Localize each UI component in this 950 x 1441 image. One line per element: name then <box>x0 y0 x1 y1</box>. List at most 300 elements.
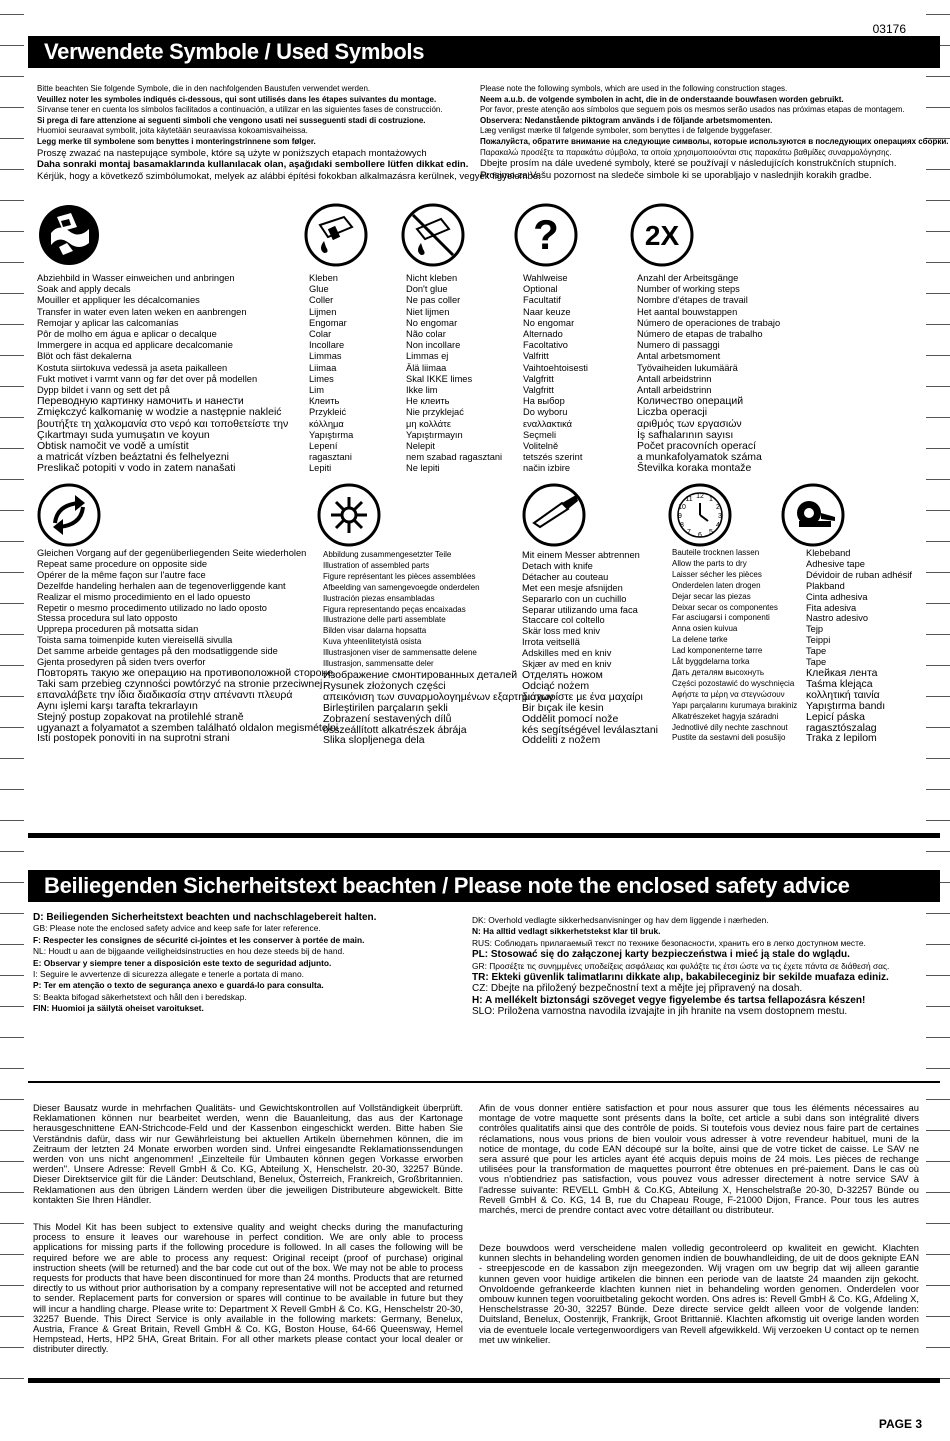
symbol-label-line: Transfer in water even laten weken en aanbrengen <box>37 306 247 317</box>
margin-tick <box>926 758 950 759</box>
symbol-label-line: απεικόνιση των συναρμολογημένων εξαρτημάτων <box>323 690 554 703</box>
intro-line: Bitte beachten Sie folgende Symbole, die in den nachfolgenden Baustufen verwendet werden. <box>37 84 371 93</box>
margin-tick <box>926 76 950 77</box>
symbol-label-line: Número de etapas de trabalho <box>637 329 763 340</box>
symbol-label-line: Limes <box>309 373 334 384</box>
margin-tick <box>0 851 24 852</box>
symbol-label-line: Repeat same procedure on opposite side <box>37 558 208 569</box>
svg-text:2X: 2X <box>644 220 680 251</box>
clock-dry-icon <box>668 483 732 547</box>
svg-text:3: 3 <box>718 513 722 520</box>
symbol-label-line: Nie przyklejać <box>406 407 464 418</box>
margin-tick <box>926 913 950 914</box>
symbol-label-line: La delene tørke <box>672 635 728 645</box>
symbol-label-line: Obtisk namočit ve vodě a umístit <box>37 440 189 453</box>
symbol-label-line: Birleştirilen parçaların şekli <box>323 701 448 714</box>
glue-icon <box>304 203 368 267</box>
safety-line: TR: Ekteki güvenlik talimatlarını dikkate alıp, bakabileceginiz bir sekilde muafaza ediniz. <box>472 972 889 984</box>
symbol-label-line: Valgfritt <box>523 385 554 396</box>
margin-tick <box>0 231 24 232</box>
symbol-label-line: Lepení <box>309 441 338 452</box>
symbol-label-line: Illustrasjon, sammensatte deler <box>323 659 434 669</box>
symbol-label-line: Αφήστε τα μέρη να στεγνώσουν <box>672 689 785 699</box>
symbol-label-line: Gjenta prosedyren på siden tvers overfor <box>37 657 206 668</box>
intro-line: Si prega di fare attenzione ai seguenti simboli che vengono usati nei susseguenti stadi di costruzione. <box>37 115 426 125</box>
symbol-label-line: Mouiller et appliquer les décalcomanies <box>37 295 200 306</box>
symbol-label-line: Не клеить <box>406 396 450 407</box>
margin-tick <box>926 417 950 418</box>
margin-tick <box>0 820 24 821</box>
safety-line: NL: Houdt u aan de bijgaande veiligheidsinstructies en hou deze steeds bij de hand. <box>33 946 345 957</box>
symbol-label-line: Skjær av med en kniv <box>522 659 612 670</box>
intro-right <box>480 84 949 181</box>
symbol-dry-text <box>672 548 797 744</box>
intro-line: Veuillez noter les symboles indiqués ci-dessous, qui sont utilisés dans les étapes suivantes du montage. <box>37 94 437 104</box>
margin-tick <box>0 665 24 666</box>
symbol-label-line: Клеить <box>309 396 340 407</box>
symbol-label-line: ragasztószalag <box>806 721 877 734</box>
symbol-label-line: No engomar <box>406 317 458 328</box>
symbol-label-line: ugyanazt a folyamatot a szemben található oldalon megismételni <box>37 721 339 734</box>
intro-line: Neem a.u.b. de volgende symbolen in acht, die in de onderstaande bouwfasen worden gebruikt. <box>480 94 844 104</box>
margin-tick <box>0 1006 24 1007</box>
margin-tick <box>0 200 24 201</box>
margin-tick <box>0 758 24 759</box>
symbol-label-line: a matricát vízben beáztatni és felhelyezni <box>37 451 230 464</box>
svg-text:5: 5 <box>709 529 713 536</box>
no-glue-icon <box>401 203 465 267</box>
margin-tick <box>926 572 950 573</box>
symbol-label-line: ragasztani <box>309 452 352 463</box>
intro-left <box>37 84 541 182</box>
symbol-label-line: Traka z lepilom <box>806 732 877 745</box>
symbol-label-line: Изображение смонтированных деталей <box>323 668 518 681</box>
symbol-label-line: Figure représentant les pièces assemblées <box>323 571 476 581</box>
symbol-decal-text <box>37 273 288 475</box>
margin-tick <box>0 603 24 604</box>
symbol-label-line: Kuva yhteenliitetyistä osista <box>323 637 422 647</box>
warranty-de: Dieser Bausatz wurde in mehrfachen Qualitäts- und Gewichtskontrollen auf Vollständigkeit überprüft. Reklamationen können nur bearbeitet werden, wenn die Bauanleitung, das aus der Kartonage herausgeschnittene EAN-Strichcode-Feld und der Kassenbon eingeschickt werden. Bitte haben Sie Verständnis dafür, dass wir nur Gewährleistung bei aktuellen Artikeln übernehmen können, die im Zeitraum der letzten 24 Monate erworben worden sind. Unfrei eingesandte Reklamationssendungen werden von uns nicht angenommen! „Einzelteile für Umbauten können gegen Vorkasse erworben werden". Unsere Adresse: Revell GmbH & Co. KG, Abteilung X, Henschelstr. 20-30, 32257 Bünde. Dieser Direktservice gilt für die Länder: Deutschland, Benelux, Österreich, Frankreich, Großbritannien. Reklamationen aus den übrigen Ländern werden über die jeweiligen Distributeure abgewickelt. Bitte kontakten Sie Ihren Händler. <box>33 1102 463 1205</box>
margin-tick <box>0 107 24 108</box>
margin-tick <box>926 1068 950 1069</box>
margin-tick <box>0 386 24 387</box>
symbol-knife-text <box>522 550 658 746</box>
symbol-label-line: βουτήξτε τη χαλκομανία στο νερό και τοποθετείστε την <box>37 417 289 430</box>
symbol-label-line: Nombre d'étapes de travail <box>637 295 748 306</box>
symbol-label-line: Det samme arbeide gentages på den modsatliggende side <box>37 646 278 657</box>
margin-tick <box>926 975 950 976</box>
symbol-label-line: Limmas <box>309 351 342 362</box>
symbol-label-line: Dejar secar las piezas <box>672 591 751 601</box>
symbol-label-line: a munkafolyamatok száma <box>637 451 762 464</box>
adhesive-tape-icon <box>781 483 845 547</box>
warranty-nl: Deze bouwdoos werd verscheidene malen volledig gecontroleerd op kwaliteit en gewicht. Klachten kunnen slechts in behandeling worden genomen indien de bouwhandleiding, de uit de doos geknipte EAN - streepjescode en de kassabon zijn meegezonden. Wij vragen om uw begrip dat wij alleen garantie kunnen geven voor huidige artikelen die binnen een periode van de laatste 24 maanden zijn gekocht. Onvoldoende gefrankeerde klachten kunnen niet in behandeling worden genomen. Onderdelen voor ombouw kunnen tegen vooruitbetaling gekocht worden. Ons adres is: Revell GmbH & Co. KG, Afdeling X, Henschelstrasse 20-30, 32257 Bünde. Deze directe service geldt alleen voor de volgende landen: Duitsland, Benelux, Oostenrijk, Frankrijk, Groot Brittannië. Klachten afkomstig uit overige landen worden via de eventuele locale vertegenwoordigers van Revell afgewikkeld. Wij verzoeken U contact op te nemen met uw winkelier. <box>479 1242 919 1345</box>
symbol-label-line: Allow the parts to dry <box>672 558 747 568</box>
symbol-label-line: Adskilles med en kniv <box>522 648 612 659</box>
symbol-label-line: Met een mesje afsnijden <box>522 582 623 593</box>
margin-tick <box>926 634 950 635</box>
symbol-label-line: Number of working steps <box>637 284 740 295</box>
margin-tick <box>0 1099 24 1100</box>
margin-tick <box>926 944 950 945</box>
margin-tick <box>0 1068 24 1069</box>
symbol-label-line: Gleichen Vorgang auf der gegenüberliegenden Seite wiederholen <box>37 548 307 558</box>
symbol-label-line: Jednotlivé díly nechte zaschnout <box>672 722 788 732</box>
margin-tick <box>926 851 950 852</box>
margin-tick <box>926 355 950 356</box>
question-icon <box>514 203 578 267</box>
symbol-label-line: Alternado <box>523 329 563 340</box>
symbol-label-line: Limmas ej <box>406 351 449 362</box>
svg-text:1: 1 <box>709 496 713 503</box>
symbol-label-line: Opérer de la même façon sur l'autre face <box>37 569 206 580</box>
symbol-label-line: Dypp bildet i vann og sett det på <box>37 385 170 396</box>
symbol-optional-text <box>523 273 588 475</box>
symbol-label-line: Odciąć nożem <box>522 679 590 692</box>
symbol-label-line: Remojar y aplicar las calcomanías <box>37 317 179 328</box>
margin-tick <box>0 541 24 542</box>
symbol-working-steps-text <box>637 273 780 475</box>
symbol-label-line: Abbildung zusammengesetzter Teile <box>323 550 452 559</box>
margin-tick <box>926 479 950 480</box>
symbol-glue-text <box>309 273 353 475</box>
margin-tick <box>926 324 950 325</box>
margin-tick <box>926 1285 950 1286</box>
symbol-label-line: Abziehbild in Wasser einweichen und anbringen <box>37 273 235 283</box>
symbol-label-line: Skär loss med kniv <box>522 626 601 637</box>
margin-tick <box>926 1161 950 1162</box>
symbol-tape-text <box>806 548 912 744</box>
symbol-label-line: Kostuta siirtokuva vedessä ja aseta paikalleen <box>37 362 228 373</box>
symbol-label-line: Far asciugarsi i componenti <box>672 613 770 623</box>
safety-line: SLO: Priložena varnostna navodila izvajajte in jih hranite na vsem dostopnem mestu. <box>472 1006 848 1018</box>
safety-right <box>472 915 889 1018</box>
margin-tick <box>0 944 24 945</box>
symbol-label-line: Zobrazení sestavených dílů <box>323 712 452 725</box>
safety-line: P: Ter em atenção o texto de segurança anexo e guardá-lo para consulta. <box>33 980 324 991</box>
intro-line: Sírvanse tener en cuenta los símbolos facilitados a continuación, a utilizar en las siguientes fases de construcción. <box>37 105 443 115</box>
warranty-fr: Afin de vous donner entière satisfaction et pour nous assurer que tous les éléments nécessaires au montage de votre maquette sont présents dans la boîte, cet article a subi dans son intégralité divers contrôles qualitatifs ainsi que des contrôle de poids. Si toutefois vous deviez nous faire part de certaines réclamations, nous vous prions de bien vouloir vous adresser à votre revendeur habituel, muni de la notice de montage, du code EAN découpé sur la boîte, ainsi que de votre ticket de caisse. Le SAV ne sera assuré que pour les articles ayant été acquis depuis moins de 24 mois. Les pièces de rechange utilisées pour la transformation de maquettes pourront être obtenues en pré-paiement. Dans le cas où vous n'obtiendriez pas satisfaction, vous pouvez vous adresser directement à notre service SAV à l'adresse suivante: REVELL GmbH & Co.KG, Abteilung X, Henschelstraße 20-30, D-32257 Bünde ou Revell GmbH & Co. KG, 14 B, rue du Chapeau Rouge, F-21000 Dijon, France. Pour tous les autres marchés, merci de prendre contact avec votre détaillant ou distributeur. <box>479 1102 919 1216</box>
safety-line: D: Beiliegenden Sicherheitstext beachten und nachschlagebereit halten. <box>33 912 377 923</box>
symbol-label-line: Lepiti <box>309 463 332 474</box>
symbol-label-line: Cinta adhesiva <box>806 591 868 602</box>
margin-tick <box>0 138 24 139</box>
symbol-label-line: No engomar <box>523 317 575 328</box>
symbol-label-line: Liczba operacji <box>637 406 708 419</box>
symbol-label-line: Antall arbeidstrinn <box>637 385 712 396</box>
symbol-label-line: Adhesive tape <box>806 558 865 569</box>
symbol-label-line: Oddeliti z nožem <box>522 734 601 747</box>
margin-tick <box>0 1378 24 1379</box>
symbol-label-line: επαναλάβετε την ίδια διαδικασία στην απέναντι πλευρά <box>37 688 293 701</box>
symbol-label-line: Seçmeli <box>523 429 557 440</box>
symbol-label-line: Stessa procedura sul lato opposto <box>37 613 178 624</box>
margin-tick <box>0 76 24 77</box>
margin-tick <box>0 1037 24 1038</box>
safety-line: DK: Overhold vedlagte sikkerhedsanvisninger og hav dem liggende i nærheden. <box>472 915 769 925</box>
symbol-label-line: Het aantal bouwstappen <box>637 306 738 317</box>
margin-tick <box>926 1192 950 1193</box>
symbol-label-line: Fukt motivet i varmt vann og før det over på modellen <box>37 373 258 384</box>
symbol-assembled-parts-text <box>323 550 554 746</box>
intro-line: Por favor, preste atenção aos símbolos que seguem pois os mesmos serão usados nas próximas etapas de montagem. <box>480 105 905 115</box>
symbol-label-line: Laisser sécher les pièces <box>672 569 762 579</box>
document-number: 03176 <box>872 22 906 36</box>
intro-line: Prosimo za Vašu pozornost na sledeče simbole ki se uporabljajo v naslednjih korakih gradbe. <box>480 169 872 181</box>
svg-text:4: 4 <box>716 522 720 529</box>
section-divider <box>28 833 940 838</box>
opposite-side-icon <box>37 483 101 547</box>
symbol-label-line: Irrota veitsellä <box>522 637 580 648</box>
symbol-label-line: Separar utilizando uma faca <box>522 604 638 615</box>
margin-tick <box>926 820 950 821</box>
symbol-label-line: Przykleić <box>309 407 347 418</box>
symbol-label-line: Valgfritt <box>523 373 554 384</box>
symbol-label-line: Tape <box>806 646 827 657</box>
symbol-label-line: Détacher au couteau <box>522 571 609 582</box>
symbol-label-line: Yapıştırma bandı <box>806 699 886 712</box>
symbol-label-line: Ne lepiti <box>406 463 440 474</box>
symbol-label-line: Bilden visar dalarna hopsatta <box>323 626 427 636</box>
safety-line: CZ: Dbejte na přiložený bezpečnostní text a mějte jej připravený na dosah. <box>472 983 803 995</box>
margin-tick <box>0 448 24 449</box>
symbol-label-line: Aynı işlemi karşı tarafta tekrarlayın <box>37 699 198 712</box>
intro-line: Παρακαλώ προσέξτε τα παρακάτω σύμβολα, τα οποία χρησιμοποιούνται στις παρακάτω βαθμίδες συναρμολόγησης. <box>480 147 892 157</box>
symbol-label-line: Non incollare <box>406 340 461 351</box>
symbol-no-glue-text <box>406 273 502 475</box>
margin-tick <box>926 603 950 604</box>
symbol-label-line: Engomar <box>309 317 347 328</box>
symbol-label-line: Anna osien kuivua <box>672 624 738 634</box>
symbol-label-line: Ilustración piezas ensambladas <box>323 593 435 603</box>
margin-tick <box>926 1254 950 1255</box>
symbol-label-line: İş safhalarının sayısı <box>637 428 734 441</box>
symbol-label-line: Incollare <box>309 340 345 351</box>
margin-tick <box>0 975 24 976</box>
intro-line: Kérjük, hogy a következő szimbólumokat, melyek az alábbi építési fokokban alkalmazásra kerülnek, vegyék figyelembe. <box>37 170 541 182</box>
symbol-label-line: Afbeelding van samengevoegde onderdelen <box>323 582 480 592</box>
decal-water-icon <box>37 203 101 267</box>
symbol-label-line: Staccare col coltello <box>522 615 605 626</box>
symbol-label-line: Vaihtoehtoisesti <box>523 362 588 373</box>
symbol-label-line: Bauteile trocknen lassen <box>672 548 760 557</box>
symbol-label-line: Coller <box>309 295 334 306</box>
margin-tick <box>926 789 950 790</box>
symbol-label-line: Mit einem Messer abtrennen <box>522 550 640 560</box>
symbol-label-line: Älä liimaa <box>406 362 447 373</box>
symbol-label-line: Nelepit <box>406 441 435 452</box>
margin-tick <box>0 1161 24 1162</box>
symbol-label-line: összeállított alkatrészek ábrája <box>323 723 467 736</box>
margin-tick <box>0 417 24 418</box>
symbol-label-line: način izbire <box>523 463 571 474</box>
symbol-label-line: tetszés szerint <box>523 452 583 463</box>
symbol-label-line: Klebeband <box>806 548 851 558</box>
symbol-label-line: διαχωρίστε με ένα μαχαίρι <box>522 690 643 703</box>
margin-tick <box>0 572 24 573</box>
symbol-label-line: Zmiękczyć kalkomanię w wodzie a następnie nakleić <box>37 406 282 419</box>
svg-text:11: 11 <box>685 496 693 503</box>
symbol-label-line: Antall arbeidstrinn <box>637 373 712 384</box>
symbol-label-line: Figura representando peças encaixadas <box>323 604 466 614</box>
safety-line: RUS: Соблюдать прилагаемый текст по технике безопасности, хранить его в легко доступном месте. <box>472 937 866 948</box>
margin-tick <box>0 479 24 480</box>
knife-icon <box>522 483 586 547</box>
symbol-label-line: Fita adesiva <box>806 602 857 613</box>
symbol-label-line: Stejný postup zopakovat na protilehlé straně <box>37 710 244 723</box>
margin-tick <box>0 1285 24 1286</box>
symbol-label-line: εναλλακτικά <box>523 418 572 429</box>
symbol-label-line: Skal IKKE limes <box>406 373 473 384</box>
margin-tick <box>926 1347 950 1348</box>
margin-tick <box>926 262 950 263</box>
margin-tick <box>0 727 24 728</box>
symbol-label-line: Illustration of assembled parts <box>323 560 430 570</box>
symbol-label-line: Taśma klejąca <box>806 677 873 690</box>
symbol-label-line: Soak and apply decals <box>37 284 131 295</box>
margin-tick <box>0 262 24 263</box>
symbol-label-line: Volitelně <box>523 441 559 452</box>
safety-line: I: Seguire le avvertenze di sicurezza allegate e tenerle a portata di mano. <box>33 969 304 980</box>
intro-line: Observera: Nedanstående piktogram används i de följande arbetsmomenten. <box>480 115 773 125</box>
symbol-label-line: Nastro adesivo <box>806 613 869 624</box>
symbol-label-line: Yapıştırma <box>309 429 354 440</box>
symbol-label-line: Отделять ножом <box>522 668 603 681</box>
symbol-opposite-side-text <box>37 548 338 744</box>
svg-text:7: 7 <box>687 529 691 536</box>
section-divider <box>28 1081 940 1083</box>
margin-tick <box>926 541 950 542</box>
symbol-label-line: Glue <box>309 284 329 295</box>
footer-bar <box>28 1378 940 1383</box>
symbol-label-line: Клейкая лента <box>806 666 878 679</box>
symbol-label-line: Lim <box>309 385 324 396</box>
safety-line: H: A mellékelt biztonsági szöveget vegye figyelembe és tartsa fellapozásra készen! <box>472 994 866 1006</box>
symbol-label-line: Slika slopljenega dela <box>323 734 425 747</box>
margin-tick <box>0 1316 24 1317</box>
symbol-label-line: Optional <box>523 284 558 295</box>
symbol-label-line: Pustite da sestavni deli posušijo <box>672 733 786 743</box>
symbol-label-line: Nicht kleben <box>406 273 458 283</box>
margin-tick <box>0 1347 24 1348</box>
symbol-label-line: Niet lijmen <box>406 306 450 317</box>
symbol-label-line: Colar <box>309 329 332 340</box>
margin-tick <box>0 1130 24 1131</box>
symbol-label-line: kés segítségével leválasztani <box>522 723 658 736</box>
symbol-label-line: Separarlo con un cuchillo <box>522 593 627 604</box>
symbol-label-line: Repetir o mesmo procedimento utilizado no lado oposto <box>37 602 267 613</box>
symbol-label-line: Numero di passaggi <box>637 340 720 351</box>
safety-line: F: Respecter les consignes de sécurité ci-jointes et les conserver à portée de main. <box>33 934 365 945</box>
svg-text:12: 12 <box>696 493 704 500</box>
margin-tick <box>0 355 24 356</box>
margin-tick <box>0 913 24 914</box>
symbol-label-line: Facultatif <box>523 295 561 306</box>
symbol-label-line: Não colar <box>406 329 446 340</box>
safety-line: S: Beakta bifogad säkerhetstext och håll den i beredskap. <box>33 991 247 1002</box>
symbol-label-line: Tape <box>806 657 827 668</box>
symbol-label-line: Lijmen <box>309 306 337 317</box>
symbol-label-line: Anzahl der Arbeitsgänge <box>637 273 739 283</box>
symbol-label-line: Oddělit pomocí nože <box>522 712 619 725</box>
symbol-label-line: Onderdelen laten drogen <box>672 580 761 590</box>
margin-tick <box>926 1099 950 1100</box>
intro-line: Læg venligst mærke til følgende symboler, som benyttes i de følgende byggefaser. <box>480 126 773 136</box>
margin-tick <box>926 1316 950 1317</box>
margin-tick <box>0 14 24 15</box>
intro-line: Proszę zwazać na nastepujące symbole, które są użyte w poniższych etapach montażowych <box>37 147 427 159</box>
symbol-label-line: Illustrazione delle parti assemblate <box>323 615 446 625</box>
symbol-label-line: Detach with knife <box>522 560 593 571</box>
symbol-label-line: Toista sama toimenpide kuten viereisellä sivulla <box>37 635 233 646</box>
margin-tick <box>0 45 24 46</box>
symbol-label-line: Teippi <box>806 635 831 646</box>
svg-text:9: 9 <box>678 513 682 520</box>
margin-tick <box>926 1037 950 1038</box>
symbol-label-line: Antal arbetsmoment <box>637 351 721 362</box>
svg-text:?: ? <box>533 211 559 258</box>
symbol-label-line: Bir bıçak ile kesin <box>522 701 604 714</box>
margin-tick <box>0 1192 24 1193</box>
intro-line: Daha sonraki montaj basamaklarında kullanılacak olan, aşağıdaki sembollere lütfen dikkat edin. <box>37 159 469 171</box>
symbol-label-line: Rysunek złożonych części <box>323 679 446 692</box>
repeat-2x-icon <box>630 203 694 267</box>
symbol-label-line: Yapı parçalarını kurumaya bırakiniz <box>672 700 798 710</box>
symbol-label-line: Don't glue <box>406 284 448 295</box>
intro-line: Legg merke til symbolene som benyttes i monteringstrinnene som følger. <box>37 136 316 146</box>
symbol-label-line: Çıkartmayı suda yumuşatın ve koyun <box>37 428 210 441</box>
margin-tick <box>926 293 950 294</box>
svg-text:10: 10 <box>678 504 686 511</box>
symbol-label-line: Realizar el mismo procedimiento en el lado opuesto <box>37 591 251 602</box>
intro-line: Пожалуйста, обратите внимание на следующие символы, которые используются в последующих операциях сборки. <box>480 136 949 146</box>
intro-line: Huomioi seuraavat symbolit, joita käytetään seuraavissa kokoamisvaiheissa. <box>37 126 308 136</box>
symbol-label-line: nem szabad ragasztani <box>406 452 503 463</box>
symbol-label-line: Переводную картинку намочить и нанести <box>37 395 244 408</box>
symbol-label-line: Количество операций <box>637 395 744 408</box>
svg-text:2: 2 <box>716 504 720 511</box>
symbol-label-line: Pôr de molho em água e aplicar o decalque <box>37 329 217 340</box>
symbol-label-line: Wahlweise <box>523 273 568 283</box>
symbol-label-line: αριθμός των εργασιών <box>637 417 742 430</box>
margin-tick <box>0 789 24 790</box>
margin-tick <box>0 1223 24 1224</box>
symbol-label-line: Número de operaciones de trabajo <box>637 317 781 328</box>
symbol-label-line: Lepicí páska <box>806 710 865 723</box>
margin-tick <box>926 665 950 666</box>
safety-line: PL: Stosować się do załączonej karty bezpieczeństwa i mieć ją stale do wglądu. <box>472 949 850 961</box>
symbol-label-line: Isti postopek ponoviti in na suprotni strani <box>37 732 230 745</box>
margin-tick <box>926 1006 950 1007</box>
safety-line: GR: Προσέξτε τις συνημμένες υποδείξεις ασφάλειας και φυλάξτε τις έτσι ώστε να τις έχετε πάντα σε διάθεσή σας. <box>472 960 890 971</box>
symbol-label-line: Facoltativo <box>523 340 568 351</box>
symbol-label-line: Alkatrészeket hagyja száradni <box>672 711 779 721</box>
page-number: PAGE 3 <box>878 1417 922 1431</box>
symbol-label-line: κολλητική ταινία <box>806 688 880 701</box>
svg-text:8: 8 <box>680 522 684 529</box>
symbol-label-line: Ikke lim <box>406 385 438 396</box>
margin-tick <box>926 1130 950 1131</box>
symbol-label-line: Taki sam przebieg czynności powtórzyć na stronie przeciwnej <box>37 677 323 690</box>
svg-text:6: 6 <box>698 532 702 539</box>
margin-tick <box>926 200 950 201</box>
margin-tick <box>0 293 24 294</box>
margin-tick <box>926 448 950 449</box>
symbol-label-line: Kleben <box>309 273 338 283</box>
symbol-label-line: Naar keuze <box>523 306 571 317</box>
symbol-label-line: Yapıştırmayın <box>406 429 463 440</box>
margin-tick <box>0 634 24 635</box>
